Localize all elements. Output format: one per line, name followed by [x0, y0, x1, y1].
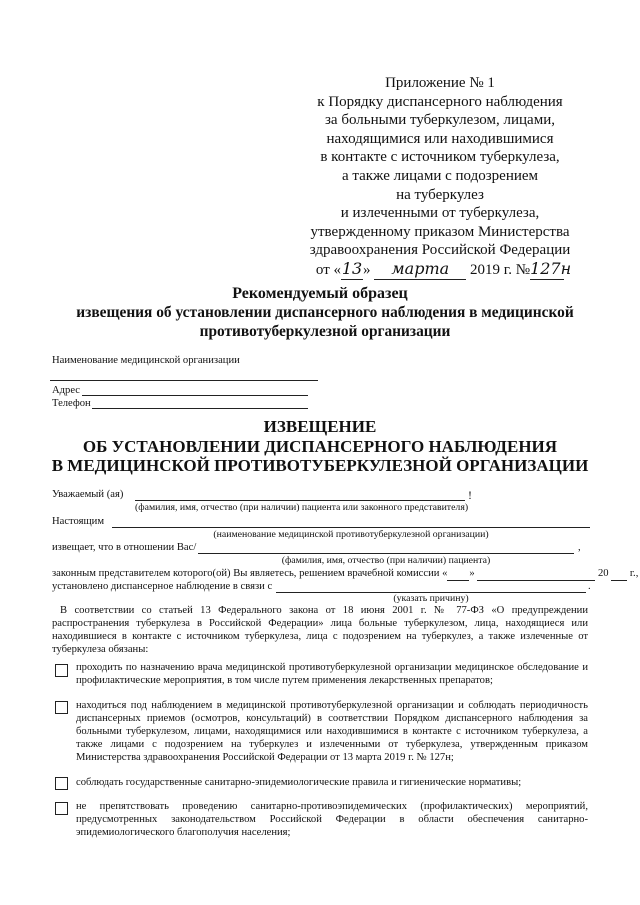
dear-name-field[interactable] — [135, 500, 465, 501]
established-label: установлено диспансерное наблюдение в связи с — [52, 581, 273, 592]
annex-line: на туберкулез — [396, 186, 484, 203]
annex-block — [290, 74, 590, 280]
annex-line: в контакте с источником туберкулеза, — [320, 149, 560, 166]
obligation-item-2: находиться под наблюдением в медицинской противотуберкулезной организации и соблюдать периодичность диспансерных приемов (осмотров, консультаций) в соответствии Порядком диспансерного наблюдения за больными туберкулезом, лицами, находящимися или находившимися в контакте с источником туберкулеза, а также лицами с подозрением на туберкулез и излеченными от туберкулеза, утвержденным приказом Министерства здравоохранения Российской Федерации от 13 марта 2019 г. № 127н; — [76, 700, 588, 764]
annex-date-line: от «13» марта 2019 г. №127н — [315, 258, 572, 278]
patient-caption: (фамилия, имя, отчество (при наличии) пациента) — [281, 555, 491, 566]
obligation-checkbox-2[interactable] — [55, 701, 68, 714]
obligation-checkbox-4[interactable] — [55, 802, 68, 815]
org-name-line — [50, 380, 318, 381]
annex-order-number: 127н — [530, 258, 572, 278]
annex-line: утвержденному приказом Министерства — [310, 223, 570, 240]
org-name-label: Наименование медицинской организации — [52, 355, 240, 366]
obligation-item-3: соблюдать государственные санитарно-эпидемиологические правила и гигиенические нормативы; — [76, 777, 522, 788]
phone-line — [92, 408, 308, 409]
commission-day-field[interactable] — [447, 567, 469, 581]
sample-subtitle-2: противотуберкулезной организации — [199, 323, 451, 340]
obligation-checkbox-3[interactable] — [55, 777, 68, 790]
sample-subtitle-1: извещения об установлении диспансерного наблюдения в медицинской — [76, 304, 574, 321]
obligation-checkbox-1[interactable] — [55, 664, 68, 677]
address-label: Адрес — [52, 385, 81, 396]
notice-heading: ИЗВЕЩЕНИЕ — [263, 417, 377, 436]
notice-heading-3: В МЕДИЦИНСКОЙ ПРОТИВОТУБЕРКУЛЕЗНОЙ ОРГАНИЗАЦИИ — [51, 456, 589, 475]
annex-date-month: марта — [374, 260, 466, 280]
org-field[interactable] — [112, 527, 590, 528]
annex-line: к Порядку диспансерного наблюдения — [317, 93, 563, 110]
notifies-label: извещает, что в отношении Вас/ — [52, 542, 197, 553]
annex-line: находящимися или находившимися — [326, 130, 554, 147]
annex-line: здравоохранения Российской Федерации — [309, 242, 571, 259]
address-line — [82, 395, 308, 396]
obligation-item-1: проходить по назначению врача медицинской противотуберкулезной организации медицинское обследование и профилактические мероприятия, в том числе путем применения лекарственных препаратов; — [76, 662, 588, 687]
commission-year-field[interactable] — [611, 567, 627, 581]
org-caption: (наименование медицинской противотуберкулезной организации) — [213, 529, 489, 540]
annex-date-day: 13 — [341, 258, 363, 278]
annex-line: а также лицами с подозрением — [341, 167, 539, 184]
phone-label: Телефон — [52, 398, 91, 409]
patient-field[interactable] — [198, 553, 574, 554]
obligation-item-4: не препятствовать проведению санитарно-противоэпидемических (профилактических) мероприятий, предусмотренных законодательством Российской Федерации в области обеспечения санитарно-эпидемиологического благополучия населения; — [76, 801, 588, 839]
reason-caption: (указать причину) — [393, 593, 469, 604]
rep-text: законным представителем которого(ой) Вы являетесь, решением врачебной комиссии « » 20 г., — [52, 568, 639, 579]
dear-caption: (фамилия, имя, отчество (при наличии) пациента или законного представителя) — [135, 502, 469, 513]
dear-label: Уважаемый (ая) — [52, 489, 124, 500]
annex-line: за больными туберкулезом, лицами, — [325, 112, 555, 129]
law-paragraph: В соответствии со статьей 13 Федерального закона от 18 июня 2001 г. № 77-ФЗ «О предупреждении распространения туберкулеза в Российской Федерации» лица больные туберкулезом, лица, находящиеся или находившиеся в контакте с источником туберкулеза, лица с подозрением на туберкулез, а также излеченные от туберкулеза обязаны: — [52, 605, 588, 656]
sample-title: Рекомендуемый образец — [232, 285, 408, 302]
notice-heading-2: ОБ УСТАНОВЛЕНИИ ДИСПАНСЕРНОГО НАБЛЮДЕНИЯ — [82, 437, 558, 456]
commission-month-field[interactable] — [477, 567, 595, 581]
annex-line: Приложение № 1 — [385, 75, 495, 91]
annex-line: и излеченными от туберкулеза, — [340, 205, 540, 222]
hereby-label: Настоящим — [52, 516, 105, 527]
